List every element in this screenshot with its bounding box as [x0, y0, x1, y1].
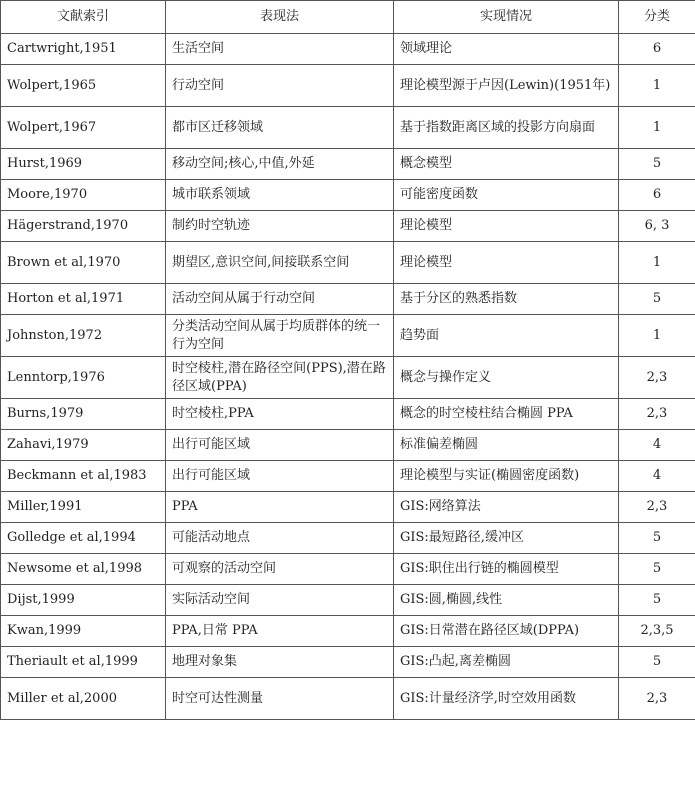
cell-implementation: GIS:日常潜在路径区域(DPPA): [394, 616, 619, 647]
cell-reference: Dijst,1999: [1, 585, 166, 616]
cell-category: 4: [619, 430, 695, 461]
cell-representation: 出行可能区域: [166, 461, 394, 492]
cell-category: 5: [619, 284, 695, 315]
cell-category: 6, 3: [619, 211, 695, 242]
cell-implementation: 概念与操作定义: [394, 357, 619, 399]
cell-reference: Golledge et al,1994: [1, 523, 166, 554]
table-row: [1, 430, 695, 461]
table-row: [1, 678, 695, 720]
cell-representation: 时空可达性测量: [166, 678, 394, 720]
cell-representation: 活动空间从属于行动空间: [166, 284, 394, 315]
cell-category: 1: [619, 65, 695, 107]
cell-representation: 出行可能区域: [166, 430, 394, 461]
cell-category: 5: [619, 149, 695, 180]
cell-category: 2,3,5: [619, 616, 695, 647]
cell-reference: Wolpert,1967: [1, 107, 166, 149]
cell-category: 5: [619, 585, 695, 616]
cell-implementation: 可能密度函数: [394, 180, 619, 211]
cell-reference: Hurst,1969: [1, 149, 166, 180]
cell-category: 2,3: [619, 678, 695, 720]
header-category: 分类: [619, 1, 695, 34]
cell-category: 2,3: [619, 399, 695, 430]
cell-category: 5: [619, 554, 695, 585]
table-header-row: [1, 1, 695, 34]
cell-reference: Burns,1979: [1, 399, 166, 430]
cell-representation: 可观察的活动空间: [166, 554, 394, 585]
cell-reference: Lenntorp,1976: [1, 357, 166, 399]
cell-representation: 生活空间: [166, 34, 394, 65]
cell-category: 6: [619, 34, 695, 65]
table-row: [1, 647, 695, 678]
cell-implementation: 领域理论: [394, 34, 619, 65]
cell-reference: Kwan,1999: [1, 616, 166, 647]
cell-category: 1: [619, 107, 695, 149]
cell-reference: Newsome et al,1998: [1, 554, 166, 585]
cell-reference: Hägerstrand,1970: [1, 211, 166, 242]
table-row: [1, 180, 695, 211]
header-reference: 文献索引: [1, 1, 166, 34]
cell-reference: Wolpert,1965: [1, 65, 166, 107]
cell-implementation: GIS:职住出行链的椭圆模型: [394, 554, 619, 585]
cell-implementation: 理论模型与实证(椭圆密度函数): [394, 461, 619, 492]
table-row: [1, 523, 695, 554]
table-row: [1, 242, 695, 284]
cell-representation: 期望区,意识空间,间接联系空间: [166, 242, 394, 284]
cell-reference: Miller et al,2000: [1, 678, 166, 720]
table-row: [1, 616, 695, 647]
cell-reference: Theriault et al,1999: [1, 647, 166, 678]
cell-implementation: GIS:计量经济学,时空效用函数: [394, 678, 619, 720]
table-row: [1, 315, 695, 357]
table-row: [1, 492, 695, 523]
cell-category: 1: [619, 242, 695, 284]
cell-implementation: 标准偏差椭圆: [394, 430, 619, 461]
table-row: [1, 357, 695, 399]
cell-representation: 实际活动空间: [166, 585, 394, 616]
table-row: [1, 399, 695, 430]
cell-representation: 制约时空轨迹: [166, 211, 394, 242]
header-implementation: 实现情况: [394, 1, 619, 34]
cell-category: 5: [619, 647, 695, 678]
cell-reference: Moore,1970: [1, 180, 166, 211]
cell-category: 6: [619, 180, 695, 211]
cell-representation: PPA: [166, 492, 394, 523]
cell-representation: 可能活动地点: [166, 523, 394, 554]
cell-reference: Horton et al,1971: [1, 284, 166, 315]
cell-reference: Zahavi,1979: [1, 430, 166, 461]
cell-reference: Beckmann et al,1983: [1, 461, 166, 492]
cell-implementation: 基于分区的熟悉指数: [394, 284, 619, 315]
cell-implementation: 概念模型: [394, 149, 619, 180]
cell-implementation: 理论模型: [394, 211, 619, 242]
cell-implementation: 概念的时空棱柱结合椭圆 PPA: [394, 399, 619, 430]
table-row: [1, 65, 695, 107]
table-row: [1, 554, 695, 585]
cell-reference: Miller,1991: [1, 492, 166, 523]
header-representation: 表现法: [166, 1, 394, 34]
cell-representation: 时空棱柱,PPA: [166, 399, 394, 430]
cell-representation: 地理对象集: [166, 647, 394, 678]
table-row: [1, 284, 695, 315]
table-row: [1, 585, 695, 616]
table-row: [1, 34, 695, 65]
cell-representation: 行动空间: [166, 65, 394, 107]
cell-implementation: GIS:最短路径,缓冲区: [394, 523, 619, 554]
cell-category: 2,3: [619, 492, 695, 523]
cell-implementation: GIS:网络算法: [394, 492, 619, 523]
cell-representation: 都市区迁移领域: [166, 107, 394, 149]
cell-representation: 时空棱柱,潜在路径空间(PPS),潜在路径区域(PPA): [166, 357, 394, 399]
cell-implementation: 趋势面: [394, 315, 619, 357]
cell-implementation: 理论模型: [394, 242, 619, 284]
cell-representation: 城市联系领域: [166, 180, 394, 211]
cell-reference: Johnston,1972: [1, 315, 166, 357]
cell-reference: Brown et al,1970: [1, 242, 166, 284]
cell-implementation: GIS:圆,椭圆,线性: [394, 585, 619, 616]
cell-implementation: 理论模型源于卢因(Lewin)(1951年): [394, 65, 619, 107]
cell-representation: 移动空间;核心,中值,外延: [166, 149, 394, 180]
cell-category: 1: [619, 315, 695, 357]
cell-reference: Cartwright,1951: [1, 34, 166, 65]
table-row: [1, 211, 695, 242]
table-row: [1, 107, 695, 149]
cell-category: 4: [619, 461, 695, 492]
cell-category: 5: [619, 523, 695, 554]
table-row: [1, 461, 695, 492]
cell-implementation: 基于指数距离区域的投影方向扇面: [394, 107, 619, 149]
table-row: [1, 149, 695, 180]
cell-category: 2,3: [619, 357, 695, 399]
cell-representation: 分类活动空间从属于均质群体的统一行为空间: [166, 315, 394, 357]
cell-representation: PPA,日常 PPA: [166, 616, 394, 647]
cell-implementation: GIS:凸起,离差椭圆: [394, 647, 619, 678]
